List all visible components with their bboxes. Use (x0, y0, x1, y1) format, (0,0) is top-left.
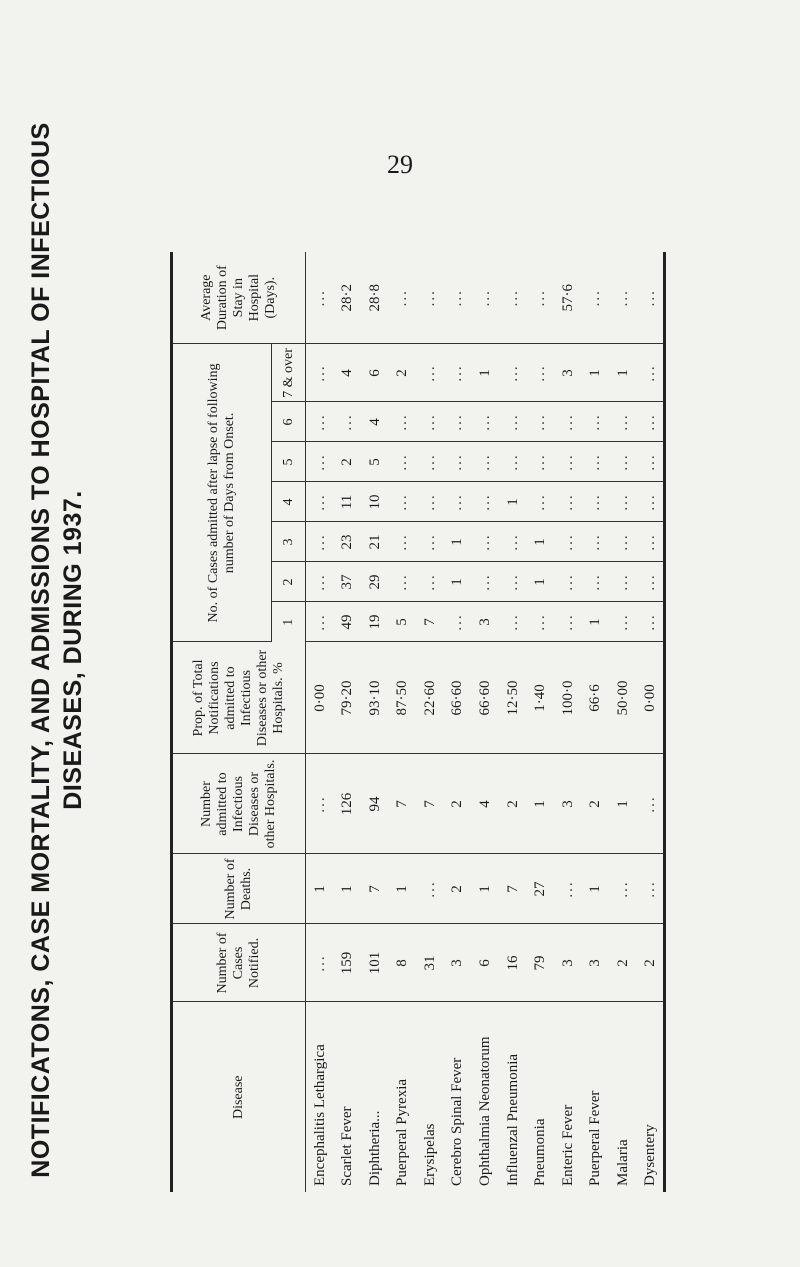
notified-cell: 16 (499, 924, 527, 1002)
day-1-cell: ... (609, 602, 637, 642)
disease-cell: Pneumonia (532, 1118, 549, 1186)
header-day-6: 6 (272, 402, 306, 442)
day-3-cell: ... (582, 522, 610, 562)
admitted-cell: 126 (333, 754, 361, 854)
average-stay-cell: ... (499, 252, 527, 344)
day-1-cell: ... (526, 602, 554, 642)
day-6-cell: ... (609, 402, 637, 442)
notified-cell: 31 (416, 924, 444, 1002)
disease-cell: Puerperal Pyrexia (394, 1078, 411, 1186)
day-3-cell: ... (499, 522, 527, 562)
day-5-cell: ... (526, 442, 554, 482)
day-1-cell: ... (637, 602, 665, 642)
day-4-cell: ... (444, 482, 472, 522)
day-5-cell: ... (637, 442, 665, 482)
day-7-over-cell: 1 (471, 344, 499, 402)
admitted-cell: 3 (554, 754, 582, 854)
day-2-cell: 29 (361, 562, 389, 602)
table-row (554, 252, 582, 1192)
notified-cell: ... (306, 924, 334, 1002)
day-2-cell: ... (416, 562, 444, 602)
deaths-cell: 1 (582, 854, 610, 924)
proportion-cell: 50·00 (609, 642, 637, 754)
proportion-cell: 1·40 (526, 642, 554, 754)
day-2-cell: ... (554, 562, 582, 602)
average-stay-cell: ... (609, 252, 637, 344)
admitted-cell: 7 (388, 754, 416, 854)
day-1-cell: ... (554, 602, 582, 642)
disease-cell: Malaria (615, 1139, 631, 1186)
disease-cell: Scarlet Fever (338, 1106, 355, 1186)
day-1-cell: 49 (333, 602, 361, 642)
table-row (333, 252, 361, 1192)
header-day-7-over: 7 & over (272, 344, 306, 402)
proportion-cell: 0·00 (306, 642, 334, 754)
header-proportion: Prop. of Total Notifications admitted to Infectious Diseases or other Hospitals. % (172, 642, 306, 754)
deaths-cell: 1 (471, 854, 499, 924)
day-3-cell: ... (609, 522, 637, 562)
day-7-over-cell: ... (416, 344, 444, 402)
table-container (170, 252, 666, 1192)
deaths-cell: ... (416, 854, 444, 924)
day-1-cell: ... (306, 602, 334, 642)
admitted-cell: ... (637, 754, 665, 854)
proportion-cell: 22·60 (416, 642, 444, 754)
notifications-table (170, 252, 666, 1192)
day-7-over-cell: 4 (333, 344, 361, 402)
admitted-cell: 7 (416, 754, 444, 854)
day-7-over-cell: 1 (609, 344, 637, 402)
average-stay-cell: 57·6 (554, 252, 582, 344)
table-row (526, 252, 554, 1192)
deaths-cell: 1 (388, 854, 416, 924)
header-disease: Disease (172, 1002, 306, 1192)
proportion-cell: 87·50 (388, 642, 416, 754)
page-number: 29 (387, 150, 413, 179)
header-day-3: 3 (272, 522, 306, 562)
proportion-cell: 79·20 (333, 642, 361, 754)
day-7-over-cell: ... (637, 344, 665, 402)
header-days-group: No. of Cases admitted after lapse of following number of Days from Onset. (172, 344, 272, 642)
day-3-cell: ... (554, 522, 582, 562)
day-4-cell: 10 (361, 482, 389, 522)
day-5-cell: ... (388, 442, 416, 482)
day-3-cell: ... (416, 522, 444, 562)
disease-cell: Cerebro Spinal Fever (449, 1057, 466, 1186)
deaths-cell: 7 (361, 854, 389, 924)
notified-cell: 3 (554, 924, 582, 1002)
proportion-cell: 12·50 (499, 642, 527, 754)
day-3-cell: 21 (361, 522, 389, 562)
day-3-cell: 23 (333, 522, 361, 562)
disease-cell: Diphtheria... (366, 1110, 383, 1186)
admitted-cell: 1 (609, 754, 637, 854)
table-row (444, 252, 472, 1192)
notified-cell: 159 (333, 924, 361, 1002)
disease-cell: Puerperal Fever (587, 1090, 604, 1186)
average-stay-cell: ... (306, 252, 334, 344)
day-4-cell: ... (582, 482, 610, 522)
day-5-cell: ... (444, 442, 472, 482)
day-6-cell: ... (526, 402, 554, 442)
notified-cell: 2 (609, 924, 637, 1002)
admitted-cell: ... (306, 754, 334, 854)
proportion-cell: 93·10 (361, 642, 389, 754)
disease-cell: Encephalitis Lethargica (311, 1044, 328, 1186)
day-3-cell: 1 (526, 522, 554, 562)
average-stay-cell: ... (471, 252, 499, 344)
day-1-cell: ... (499, 602, 527, 642)
notified-cell: 8 (388, 924, 416, 1002)
notified-cell: 101 (361, 924, 389, 1002)
admitted-cell: 4 (471, 754, 499, 854)
notified-cell: 3 (444, 924, 472, 1002)
deaths-cell: 27 (526, 854, 554, 924)
header-day-4: 4 (272, 482, 306, 522)
admitted-cell: 2 (499, 754, 527, 854)
day-4-cell: ... (388, 482, 416, 522)
day-6-cell: ... (499, 402, 527, 442)
day-6-cell: ... (416, 402, 444, 442)
day-4-cell: ... (609, 482, 637, 522)
header-notified: Number of Cases Notified. (172, 924, 306, 1002)
day-2-cell: ... (471, 562, 499, 602)
average-stay-cell: 28·8 (361, 252, 389, 344)
notified-cell: 2 (637, 924, 665, 1002)
day-1-cell: ... (444, 602, 472, 642)
table-row (306, 252, 334, 1192)
day-3-cell: ... (471, 522, 499, 562)
day-3-cell: ... (388, 522, 416, 562)
admitted-cell: 94 (361, 754, 389, 854)
day-5-cell: ... (416, 442, 444, 482)
header-day-1: 1 (272, 602, 306, 642)
day-2-cell: ... (499, 562, 527, 602)
table-row (582, 252, 610, 1192)
day-5-cell: ... (609, 442, 637, 482)
day-7-over-cell: ... (306, 344, 334, 402)
page-title (25, 100, 89, 1200)
title-line-1: NOTIFICATONS, CASE MORTALITY, AND ADMISSIONS TO HOSPITAL OF INFECTIOUS (27, 122, 55, 1178)
day-4-cell: ... (306, 482, 334, 522)
disease-cell: Erysipelas (421, 1123, 438, 1186)
day-6-cell: ... (582, 402, 610, 442)
day-6-cell: ... (444, 402, 472, 442)
day-5-cell: 2 (333, 442, 361, 482)
header-deaths: Number of Deaths. (172, 854, 306, 924)
day-1-cell: 7 (416, 602, 444, 642)
deaths-cell: 7 (499, 854, 527, 924)
day-5-cell: ... (582, 442, 610, 482)
table-row (471, 252, 499, 1192)
day-5-cell: ... (499, 442, 527, 482)
day-6-cell: ... (471, 402, 499, 442)
day-5-cell: ... (306, 442, 334, 482)
day-7-over-cell: ... (499, 344, 527, 402)
day-1-cell: 3 (471, 602, 499, 642)
day-4-cell: 11 (333, 482, 361, 522)
average-stay-cell: ... (582, 252, 610, 344)
day-2-cell: ... (637, 562, 665, 602)
day-7-over-cell: ... (444, 344, 472, 402)
day-4-cell: ... (554, 482, 582, 522)
day-7-over-cell: 6 (361, 344, 389, 402)
table-row (609, 252, 637, 1192)
admitted-cell: 2 (444, 754, 472, 854)
average-stay-cell: ... (416, 252, 444, 344)
day-1-cell: 1 (582, 602, 610, 642)
day-6-cell: ... (388, 402, 416, 442)
table-row (637, 252, 665, 1192)
day-6-cell: ... (637, 402, 665, 442)
proportion-cell: 100·0 (554, 642, 582, 754)
header-day-2: 2 (272, 562, 306, 602)
table-row (499, 252, 527, 1192)
average-stay-cell: ... (444, 252, 472, 344)
day-4-cell: 1 (499, 482, 527, 522)
disease-cell: Influenzal Pneumonia (504, 1053, 521, 1186)
title-line-2: DISEASES, DURING 1937. (59, 490, 87, 810)
deaths-cell: ... (637, 854, 665, 924)
day-4-cell: ... (637, 482, 665, 522)
admitted-cell: 2 (582, 754, 610, 854)
day-2-cell: ... (388, 562, 416, 602)
average-stay-cell: 28·2 (333, 252, 361, 344)
day-7-over-cell: 1 (582, 344, 610, 402)
disease-cell: Enteric Fever (559, 1104, 576, 1186)
header-average-stay: Average Duration of Stay in Hospital (Days). (172, 252, 306, 344)
day-5-cell: 5 (361, 442, 389, 482)
table-row (361, 252, 389, 1192)
day-2-cell: ... (306, 562, 334, 602)
table-row (388, 252, 416, 1192)
average-stay-cell: ... (637, 252, 665, 344)
day-6-cell: 4 (361, 402, 389, 442)
day-5-cell: ... (471, 442, 499, 482)
disease-cell: Dysentery (641, 1124, 658, 1186)
proportion-cell: 66·6 (582, 642, 610, 754)
day-7-over-cell: 3 (554, 344, 582, 402)
day-5-cell: ... (554, 442, 582, 482)
deaths-cell: ... (609, 854, 637, 924)
header-day-5: 5 (272, 442, 306, 482)
day-2-cell: 1 (526, 562, 554, 602)
notified-cell: 3 (582, 924, 610, 1002)
day-4-cell: ... (526, 482, 554, 522)
deaths-cell: 2 (444, 854, 472, 924)
average-stay-cell: ... (388, 252, 416, 344)
deaths-cell: 1 (306, 854, 334, 924)
day-6-cell: ... (554, 402, 582, 442)
deaths-cell: ... (554, 854, 582, 924)
table-row (416, 252, 444, 1192)
day-2-cell: ... (609, 562, 637, 602)
day-6-cell: ... (333, 402, 361, 442)
day-1-cell: 5 (388, 602, 416, 642)
day-3-cell: 1 (444, 522, 472, 562)
average-stay-cell: ... (526, 252, 554, 344)
day-1-cell: 19 (361, 602, 389, 642)
proportion-cell: 66·60 (471, 642, 499, 754)
day-7-over-cell: ... (526, 344, 554, 402)
disease-cell: Ophthalmia Neonatorum (476, 1036, 493, 1186)
header-admitted: Number admitted to Infectious Diseases or other Hospitals. (172, 754, 306, 854)
day-2-cell: 1 (444, 562, 472, 602)
deaths-cell: 1 (333, 854, 361, 924)
day-3-cell: ... (306, 522, 334, 562)
day-6-cell: ... (306, 402, 334, 442)
day-2-cell: 37 (333, 562, 361, 602)
day-4-cell: ... (416, 482, 444, 522)
day-4-cell: ... (471, 482, 499, 522)
day-2-cell: ... (582, 562, 610, 602)
notified-cell: 79 (526, 924, 554, 1002)
day-3-cell: ... (637, 522, 665, 562)
proportion-cell: 66·60 (444, 642, 472, 754)
day-7-over-cell: 2 (388, 344, 416, 402)
admitted-cell: 1 (526, 754, 554, 854)
proportion-cell: 0·00 (637, 642, 665, 754)
notified-cell: 6 (471, 924, 499, 1002)
